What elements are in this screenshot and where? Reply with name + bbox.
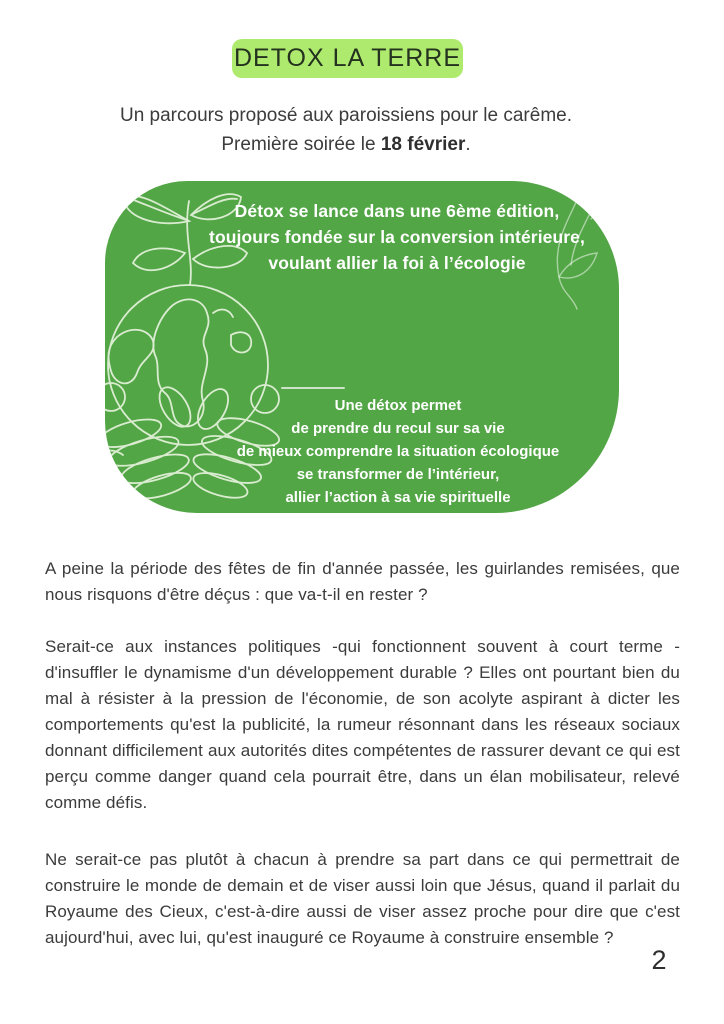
paragraph-1: A peine la période des fêtes de fin d'année passée, les guirlandes remisées, que nous risquons d'être déçus : que va-t-il en rester ?: [45, 559, 680, 604]
subtitle-date: 18 février: [380, 134, 466, 155]
card-title: Détox se lance dans une 6ème édition, toujours fondée sur la conversion intérieure, voulant allier la foi à l’écologie: [209, 201, 585, 273]
page-number: 2: [651, 945, 667, 975]
detox-poster-card: [105, 181, 619, 513]
article-body: [45, 556, 680, 951]
subtitle: [0, 101, 692, 159]
title-badge-label: DETOX LA TERRE: [233, 44, 462, 72]
subtitle-line2: Première soirée le 18 février.: [221, 134, 471, 155]
title-badge: [232, 39, 463, 78]
paragraph-2: Serait-ce aux instances politiques -qui fonctionnent souvent à court terme - d'insuffler le dynamisme d'un développement durable ? Elles ont pourtant bien du mal à résister à la pression de l'économie, de son acolyte aspirant à dicter les comportements qu'est la publicité, la rumeur résonnant dans les réseaux sociaux donnant difficilement aux autorités dites compétentes de rassurer devant ce qui est perçu comme danger quand cela pourrait être, dans un élan mobilisateur, relevé comme défis.: [45, 637, 680, 812]
subtitle-line1: Un parcours proposé aux paroissiens pour le carême.: [119, 105, 572, 126]
connector-line: [281, 387, 345, 389]
paragraph-3: Ne serait-ce pas plutôt à chacun à prendre sa part dans ce qui permettrait de construire le monde de demain et de viser aussi loin que Jésus, quand il parlait du Royaume des Cieux, c'est-à-dire aussi de viser assez proche pour dire que c'est aujourd'hui, avec lui, qu'est inauguré ce Royaume à construire ensemble ?: [45, 850, 680, 947]
card-caption: Une détox permet de prendre du recul sur sa vie de mieux comprendre la situation écologique se transformer de l’intérieur, allier l’action à sa vie spirituelle: [236, 397, 560, 506]
